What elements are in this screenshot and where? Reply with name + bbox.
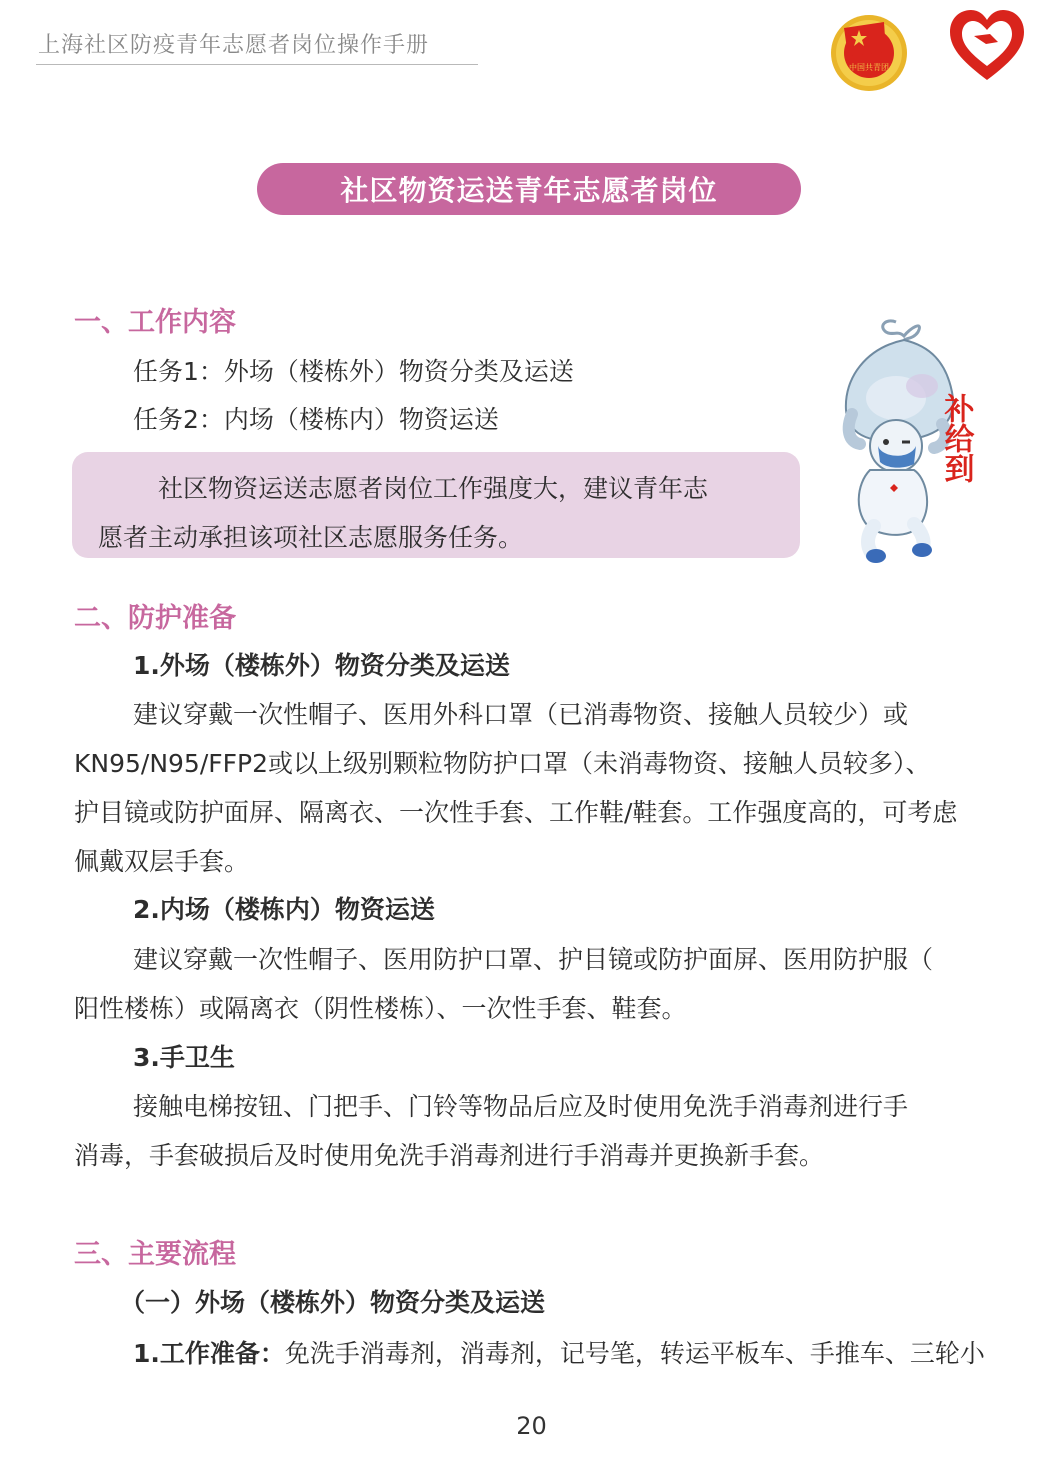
header-title: 上海社区防疫青年志愿者岗位操作手册 <box>38 33 430 58</box>
volunteer-supply-illustration <box>826 318 986 564</box>
page-number: 20 <box>516 1412 547 1440</box>
sub1-line-4: 佩戴双层手套。 <box>74 847 250 876</box>
sub3-title: 3.手卫生 <box>133 1043 235 1072</box>
sub2-line-1: 建议穿戴一次性帽子、医用防护口罩、护目镜或防护面屏、医用防护服（ <box>133 945 934 974</box>
section3-title: 三、主要流程 <box>74 1239 236 1270</box>
sub1-line-2: KN95/N95/FFP2或以上级别颗粒物防护口罩（未消毒物资、接触人员较多）、 <box>74 749 931 778</box>
header-divider <box>36 64 478 65</box>
sub3-line-1: 接触电梯按钮、门把手、门铃等物品后应及时使用免洗手消毒剂进行手 <box>133 1092 909 1121</box>
sub3-line-2: 消毒，手套破损后及时使用免洗手消毒剂进行手消毒并更换新手套。 <box>74 1141 825 1170</box>
section3-line-1 <box>133 1334 985 1370</box>
sub2-line-2: 阳性楼栋）或隔离衣（阴性楼栋）、一次性手套、鞋套。 <box>74 994 687 1023</box>
sub1-title: 1.外场（楼栋外）物资分类及运送 <box>133 651 510 680</box>
task2-text: 任务2：内场（楼栋内）物资运送 <box>133 405 499 434</box>
page-banner-title: 社区物资运送青年志愿者岗位 <box>257 163 801 215</box>
section3-line-1-text: 免洗手消毒剂，消毒剂，记号笔，转运平板车、手推车、三轮小 <box>284 1339 985 1368</box>
volunteer-heart-icon <box>946 6 1028 86</box>
youth-league-emblem-icon <box>826 8 912 94</box>
emblem-lettering: 中国共青团 <box>849 63 889 72</box>
note-line-1: 社区物资运送志愿者岗位工作强度大，建议青年志 <box>158 474 709 503</box>
sub1-line-3: 护目镜或防护面屏、隔离衣、一次性手套、工作鞋/鞋套。工作强度高的，可考虑 <box>74 798 958 827</box>
sub1-line-1: 建议穿戴一次性帽子、医用外科口罩（已消毒物资、接触人员较少）或 <box>133 700 909 729</box>
illustration-caption: 补给到 <box>938 393 974 483</box>
section3-line-1-label: 1.工作准备： <box>133 1339 285 1368</box>
sub2-title: 2.内场（楼栋内）物资运送 <box>133 895 435 924</box>
task1-text: 任务1：外场（楼栋外）物资分类及运送 <box>133 357 574 386</box>
section1-title: 一、工作内容 <box>74 307 236 338</box>
section3-sub1-title: （一）外场（楼栋外）物资分类及运送 <box>120 1288 546 1317</box>
section2-title: 二、防护准备 <box>74 603 236 634</box>
note-line-2: 愿者主动承担该项社区志愿服务任务。 <box>98 523 524 552</box>
